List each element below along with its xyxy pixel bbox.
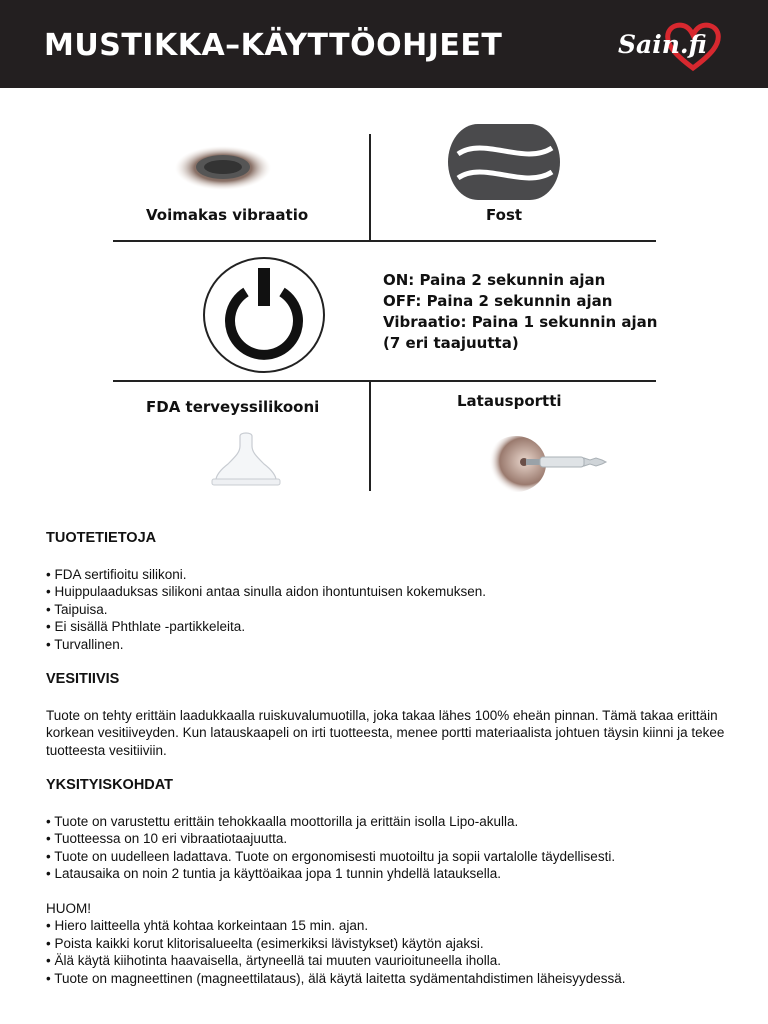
logo-text: Sain.fi: [618, 30, 707, 59]
list-item: • Tuote on varustettu erittäin tehokkaalla moottorilla ja erittäin isolla Lipo-akulla.: [46, 813, 519, 829]
grid-divider-vertical-top: [369, 134, 371, 242]
vibration-motor-icon: [173, 142, 273, 192]
silicone-nipple-icon: [210, 432, 282, 488]
feature-label-silicone: FDA terveyssilikooni: [146, 398, 320, 416]
page-header: [0, 0, 768, 88]
section-vesitiivis: [46, 671, 726, 759]
section-title: VESITIIVIS: [46, 671, 120, 687]
product-info: [46, 530, 726, 1005]
section-title: TUOTETIETOJA: [46, 530, 157, 546]
list-item: • Tuotteessa on 10 eri vibraatiotaajuutta.: [46, 831, 288, 846]
grid-divider-horizontal-2: [113, 380, 656, 382]
list-item: • Hiero laitteella yhtä kohtaa korkeintaan 15 min. ajan.: [46, 918, 369, 933]
list-item: • Älä käytä kiihotinta haavaisella, ärtyneellä tai muuten vaurioituneella iholla.: [46, 953, 501, 968]
section-tuotetietoja: [46, 530, 726, 653]
section-huom: [46, 900, 726, 988]
power-line-vibration: Vibraatio: Paina 1 sekunnin ajan: [383, 313, 658, 331]
feature-label-vibration: Voimakas vibraatio: [146, 206, 309, 224]
power-instructions: [383, 270, 657, 354]
page-title: MUSTIKKA–KÄYTTÖOHJEET: [44, 28, 503, 63]
section-title: HUOM!: [46, 900, 91, 916]
paragraph: Tuote on tehty erittäin laadukkaalla ruiskuvalumuotilla, joka takaa lähes 100% eheän pinnan. Tämä takaa erittäin korkean vesitiiveyden. Kun latauskaapeli on irti tuotteesta, menee portti materiaalista johtuen täysin kiinni ja tekee tuotteesta vesitiiviin.: [46, 707, 725, 758]
charging-cable-icon: [486, 432, 610, 494]
power-line-on: ON: Paina 2 sekunnin ajan: [383, 271, 606, 289]
grid-divider-vertical-bottom: [369, 381, 371, 491]
list-item: • FDA sertifioitu silikoni.: [46, 566, 187, 582]
wave-shape-icon: [444, 124, 564, 200]
section-yksityiskohdat: [46, 777, 726, 883]
list-item: • Latausaika on noin 2 tuntia ja käyttöaikaa jopa 1 tunnin yhdellä latauksella.: [46, 866, 502, 881]
feature-label-charging-port: Latausportti: [457, 392, 562, 410]
power-icon: [202, 256, 326, 374]
feature-label-fost: Fost: [486, 206, 523, 224]
list-item: • Tuote on magneettinen (magneettilataus), älä käytä laitetta sydämentahdistimen läheisyydessä.: [46, 970, 626, 986]
list-item: • Poista kaikki korut klitorisalueelta (esimerkiksi lävistykset) käytön ajaksi.: [46, 935, 484, 951]
brand-logo[interactable]: [612, 18, 724, 76]
grid-divider-horizontal-1: [113, 240, 656, 242]
power-line-frequencies: (7 eri taajuutta): [383, 334, 519, 352]
list-item: • Turvallinen.: [46, 636, 124, 652]
section-title: YKSITYISKOHDAT: [46, 777, 174, 793]
list-item: • Taipuisa.: [46, 601, 108, 617]
list-item: • Ei sisällä Phthlate -partikkeleita.: [46, 619, 246, 634]
power-line-off: OFF: Paina 2 sekunnin ajan: [383, 292, 613, 310]
list-item: • Huippulaaduksas silikoni antaa sinulla aidon ihontuntuisen kokemuksen.: [46, 584, 487, 599]
list-item: • Tuote on uudelleen ladattava. Tuote on ergonomisesti muotoiltu ja sopii vartalolle täydellisesti.: [46, 848, 616, 864]
